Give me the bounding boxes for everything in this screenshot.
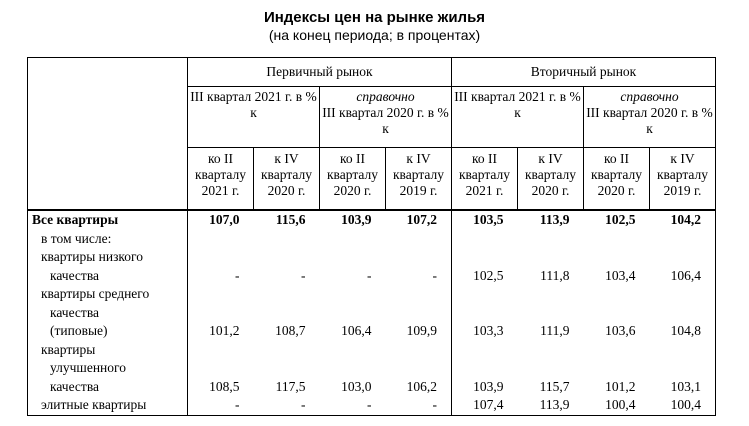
table-cell: 103,0 <box>341 378 372 394</box>
table-cell <box>320 359 386 378</box>
table-row <box>28 359 716 378</box>
table-cell <box>650 248 716 267</box>
table-cell: - <box>386 396 452 415</box>
table-cell <box>518 304 584 323</box>
table-cell <box>386 230 452 249</box>
page-subtitle: (на конец периода; в процентах) <box>268 27 481 43</box>
table-cell <box>584 359 650 378</box>
table-cell <box>452 248 518 267</box>
table-cell <box>386 359 452 378</box>
table-cell: 106,4 <box>341 323 372 338</box>
table-cell: 103,9 <box>452 378 518 397</box>
row-label: Все квартиры <box>28 210 188 230</box>
table-row <box>28 396 716 415</box>
group-primary-market: Первичный рынок <box>188 58 452 87</box>
table-row <box>28 378 716 397</box>
table-cell: 103,4 <box>605 267 636 283</box>
table-cell <box>518 359 584 378</box>
table-cell <box>320 248 386 267</box>
table-cell <box>452 304 518 323</box>
table-cell <box>254 285 320 304</box>
table-cell <box>518 230 584 249</box>
table-cell <box>584 230 650 249</box>
table-cell <box>584 248 650 267</box>
primary-q3-2020-header: III квартал 2020 г. в % к <box>322 105 449 136</box>
table-cell <box>584 285 650 304</box>
table-cell: 100,4 <box>584 396 650 415</box>
table-cell: 107,2 <box>386 210 452 230</box>
table-cell: 117,5 <box>275 378 306 394</box>
table-cell: 108,7 <box>275 323 306 338</box>
table-row <box>28 322 716 341</box>
row-label: квартиры низкого <box>28 248 188 267</box>
table-cell <box>650 230 716 249</box>
table-cell <box>188 248 254 267</box>
table-row <box>28 285 716 304</box>
row-label: в том числе: <box>28 230 188 249</box>
table-cell <box>188 341 254 360</box>
table-cell <box>188 285 254 304</box>
table-cell: 103,3 <box>452 322 518 341</box>
table-cell: - <box>188 267 254 286</box>
table-cell <box>188 230 254 249</box>
table-cell: 103,5 <box>452 210 518 230</box>
table-cell <box>188 304 254 323</box>
table-cell <box>650 341 716 360</box>
table-cell: 104,8 <box>650 322 716 341</box>
row-label: (типовые) <box>28 322 188 341</box>
page-title: Индексы цен на рынке жилья <box>263 9 486 26</box>
table-cell: 108,5 <box>188 378 254 397</box>
table-cell: 107,4 <box>452 396 518 415</box>
table-cell <box>386 304 452 323</box>
reference-label: справочно <box>356 89 415 104</box>
table-cell: - <box>254 396 320 415</box>
table-cell <box>320 230 386 249</box>
table-cell: 109,9 <box>386 322 452 341</box>
table-cell <box>320 285 386 304</box>
table-cell: - <box>386 267 452 286</box>
row-label: качества <box>28 378 188 397</box>
table-cell <box>584 341 650 360</box>
column-header: к IV кварталу 2019 г. <box>386 148 452 211</box>
table-cell: 113,9 <box>518 210 584 230</box>
table-cell <box>584 304 650 323</box>
table-cell <box>650 285 716 304</box>
table-row <box>28 230 716 249</box>
table-cell: 101,2 <box>605 378 636 394</box>
table-cell <box>518 285 584 304</box>
header-stub <box>28 58 188 211</box>
table-cell: 102,5 <box>452 267 518 286</box>
table-cell <box>254 248 320 267</box>
table-cell <box>254 230 320 249</box>
table-cell <box>320 304 386 323</box>
row-label: качества <box>28 267 188 286</box>
group-secondary-market: Вторичный рынок <box>452 58 716 87</box>
table-cell: 103,6 <box>605 323 636 338</box>
primary-q3-2021-header: III квартал 2021 г. в % к <box>188 87 320 148</box>
table-cell: 111,8 <box>540 267 570 283</box>
price-index-table <box>27 57 716 416</box>
table-cell: - <box>367 267 372 283</box>
table-cell: 103,1 <box>650 378 716 397</box>
table-cell: 103,9 <box>320 210 386 230</box>
table-cell <box>518 248 584 267</box>
secondary-q3-2021-header: III квартал 2021 г. в % к <box>452 87 584 148</box>
table-cell <box>452 230 518 249</box>
table-body <box>28 210 716 415</box>
table-cell: 102,5 <box>584 210 650 230</box>
table-cell <box>320 341 386 360</box>
table-cell: 115,6 <box>254 210 320 230</box>
table-row <box>28 304 716 323</box>
secondary-reference-header <box>584 87 716 148</box>
table-cell: - <box>188 396 254 415</box>
table-cell <box>386 341 452 360</box>
table-cell <box>452 285 518 304</box>
secondary-q3-2020-header: III квартал 2020 г. в % к <box>586 105 713 136</box>
table-cell: 106,2 <box>386 378 452 397</box>
table-cell: 104,2 <box>650 210 716 230</box>
primary-reference-header <box>320 87 452 148</box>
table-cell: 106,4 <box>650 267 716 286</box>
column-header: к IV кварталу 2019 г. <box>650 148 716 211</box>
reference-label: справочно <box>620 89 679 104</box>
table-cell: 115,7 <box>539 378 570 394</box>
column-header: ко II кварталу 2021 г. <box>452 148 518 211</box>
table-cell <box>188 359 254 378</box>
table-cell <box>254 304 320 323</box>
table-row <box>28 248 716 267</box>
table-cell <box>650 304 716 323</box>
table-cell <box>254 359 320 378</box>
table-cell: 113,9 <box>518 396 584 415</box>
row-label: квартиры <box>28 341 188 360</box>
row-label: элитные квартиры <box>28 396 188 415</box>
table-cell <box>452 359 518 378</box>
table-cell <box>254 341 320 360</box>
table-cell <box>386 285 452 304</box>
table-cell <box>386 248 452 267</box>
table-cell: - <box>320 396 386 415</box>
table-cell: 101,2 <box>188 322 254 341</box>
row-label: квартиры среднего <box>28 285 188 304</box>
row-label: улучшенного <box>28 359 188 378</box>
table-cell: - <box>301 267 306 283</box>
table-row <box>28 341 716 360</box>
column-header: ко II кварталу 2020 г. <box>584 148 650 211</box>
table-row <box>28 267 716 286</box>
table-cell: 111,9 <box>540 323 570 338</box>
table-cell <box>518 341 584 360</box>
table-cell: 107,0 <box>188 210 254 230</box>
table-cell <box>452 341 518 360</box>
column-header: к IV кварталу 2020 г. <box>518 148 584 211</box>
table-row <box>28 210 716 230</box>
row-label: качества <box>28 304 188 323</box>
column-header: к IV кварталу 2020 г. <box>254 148 320 211</box>
column-header: ко II кварталу 2021 г. <box>188 148 254 211</box>
table-cell <box>650 359 716 378</box>
column-header: ко II кварталу 2020 г. <box>320 148 386 211</box>
table-cell: 100,4 <box>650 396 716 415</box>
